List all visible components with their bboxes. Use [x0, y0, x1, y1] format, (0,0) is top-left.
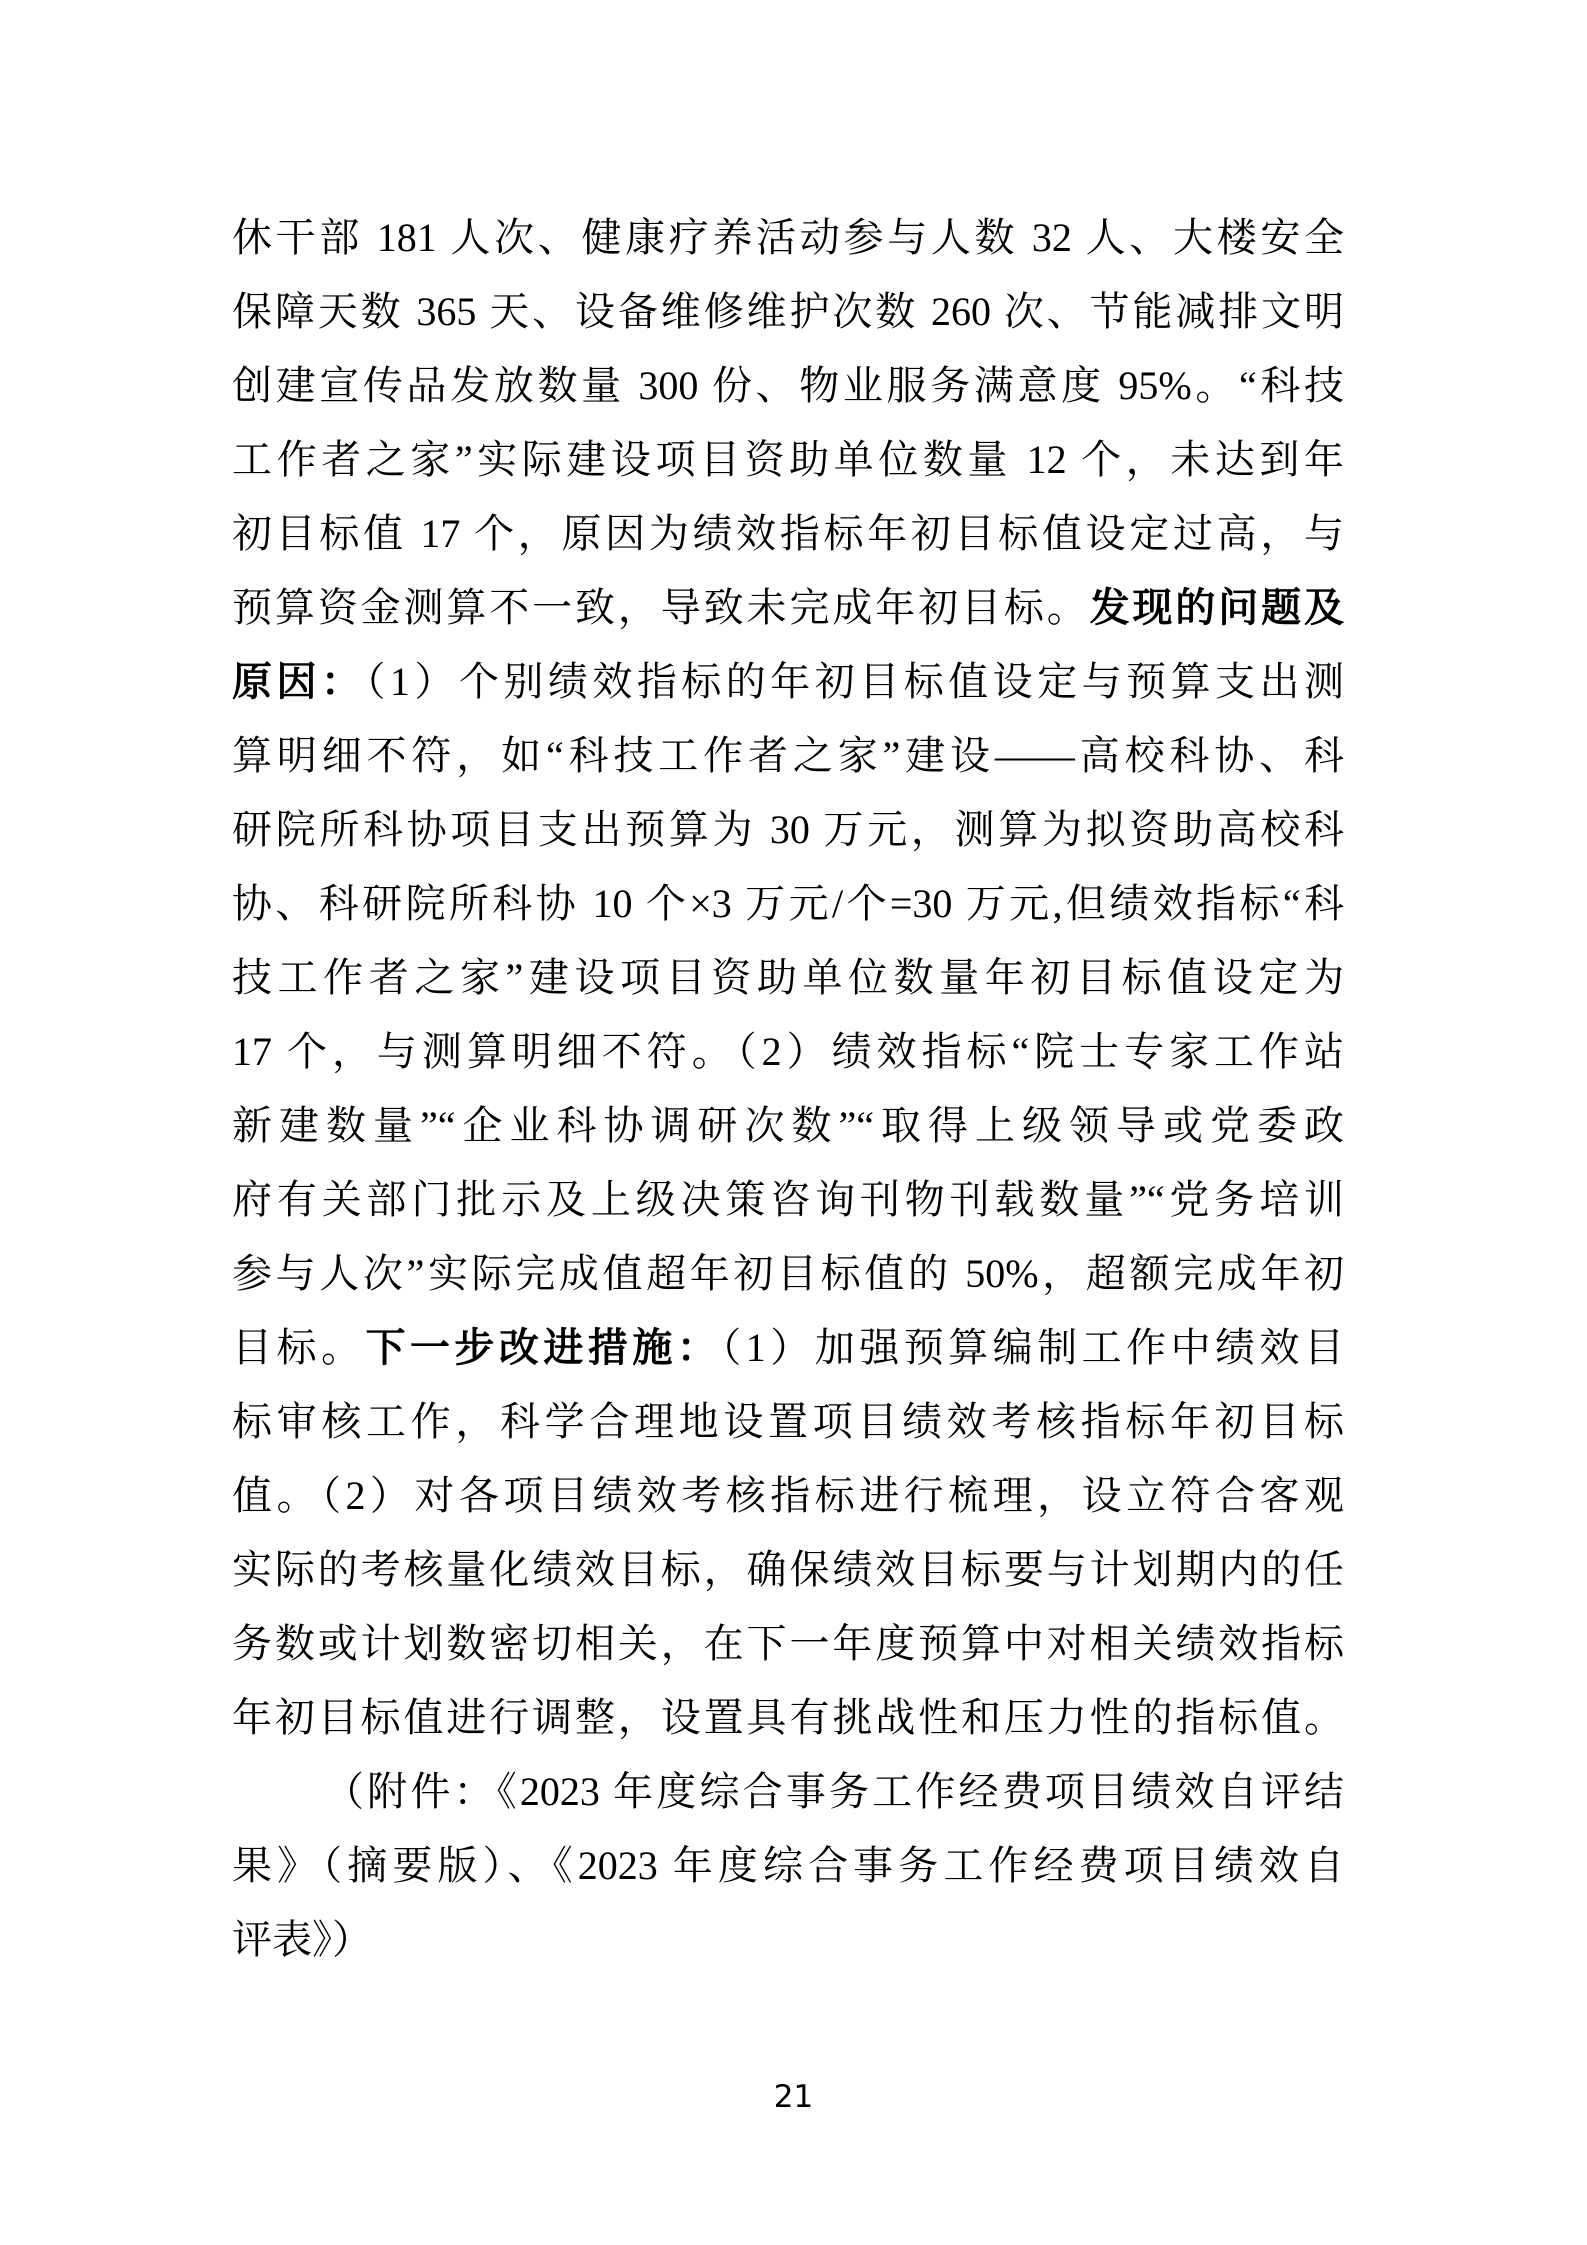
- text-line: [232, 1385, 1344, 1459]
- text-line: [232, 1459, 1344, 1533]
- text-line: [232, 275, 1344, 349]
- text-line: [232, 1681, 1344, 1755]
- text-segment: （1）个别绩效指标的年初目标值设定与预算支出测: [365, 659, 1345, 704]
- text-segment: 创建宣传品发放数量 300 份、物业服务满意度 95%。“科技: [232, 363, 1344, 408]
- text-line: [232, 867, 1344, 941]
- text-segment: 保障天数 365 天、设备维修维护次数 260 次、节能减排文明: [232, 289, 1344, 334]
- text-segment-bold: 下一步改进措施：: [365, 1325, 722, 1371]
- text-line: [232, 719, 1344, 793]
- text-segment: 年初目标值进行调整，设置具有挑战性和压力性的指标值。: [232, 1695, 1344, 1740]
- text-segment: 参与人次”实际完成值超年初目标值的 50%，超额完成年初: [232, 1251, 1344, 1296]
- text-line: [232, 1237, 1344, 1311]
- text-segment: 协、科研院所科协 10 个×3 万元/个=30 万元,但绩效指标“科: [232, 881, 1344, 926]
- text-segment: 府有关部门批示及上级决策咨询刊物刊载数量”“党务培训: [232, 1177, 1344, 1222]
- text-line: [232, 1533, 1344, 1607]
- text-line: [232, 1829, 1344, 1903]
- text-segment: 预算资金测算不一致，导致未完成年初目标。: [232, 585, 1090, 630]
- document-body: [232, 201, 1344, 1977]
- text-segment: （附件：《2023 年度综合事务工作经费项目绩效自评结: [324, 1769, 1344, 1814]
- text-line: [232, 1755, 1344, 1829]
- text-line: [232, 645, 1344, 719]
- text-segment: 实际的考核量化绩效目标，确保绩效目标要与计划期内的任: [232, 1547, 1344, 1592]
- text-segment: 新建数量”“企业科协调研次数”“取得上级领导或党委政: [232, 1103, 1344, 1148]
- text-segment-bold: 发现的问题及: [1089, 585, 1345, 631]
- text-line: [232, 423, 1344, 497]
- text-line: [232, 349, 1344, 423]
- text-segment: 标审核工作，科学合理地设置项目绩效考核指标年初目标: [232, 1399, 1344, 1444]
- text-line: [232, 793, 1344, 867]
- text-line: [232, 571, 1344, 645]
- text-line: [232, 1163, 1344, 1237]
- text-segment: 研院所科协项目支出预算为 30 万元，测算为拟资助高校科: [232, 807, 1344, 852]
- text-segment: 技工作者之家”建设项目资助单位数量年初目标值设定为: [232, 955, 1344, 1000]
- text-segment: 工作者之家”实际建设项目资助单位数量 12 个，未达到年: [232, 437, 1344, 482]
- text-line: [232, 1903, 1344, 1977]
- page-number: 21: [773, 2079, 814, 2115]
- text-line: [232, 1015, 1344, 1089]
- text-segment: 17 个，与测算明细不符。（2）绩效指标“院士专家工作站: [232, 1029, 1344, 1074]
- text-line: [232, 497, 1344, 571]
- text-line: [232, 201, 1344, 275]
- text-line: [232, 941, 1344, 1015]
- text-segment: 目标。: [232, 1325, 366, 1370]
- text-segment: （1）加强预算编制工作中绩效目: [721, 1325, 1345, 1370]
- text-segment: 初目标值 17 个，原因为绩效指标年初目标值设定过高，与: [232, 511, 1344, 556]
- text-segment: 务数或计划数密切相关，在下一年度预算中对相关绩效指标: [232, 1621, 1344, 1666]
- text-segment-bold: 原因：: [232, 659, 366, 705]
- text-segment: 算明细不符，如“科技工作者之家”建设——高校科协、科: [232, 733, 1344, 778]
- text-segment: 值。（2）对各项目绩效考核指标进行梳理，设立符合客观: [232, 1473, 1344, 1518]
- text-segment: 果》（摘要版）、《2023 年度综合事务工作经费项目绩效自: [232, 1843, 1344, 1888]
- text-line: [232, 1311, 1344, 1385]
- text-segment: 评表》）: [232, 1917, 372, 1962]
- text-segment: 休干部 181 人次、健康疗养活动参与人数 32 人、大楼安全: [232, 215, 1344, 260]
- text-line: [232, 1089, 1344, 1163]
- text-line: [232, 1607, 1344, 1681]
